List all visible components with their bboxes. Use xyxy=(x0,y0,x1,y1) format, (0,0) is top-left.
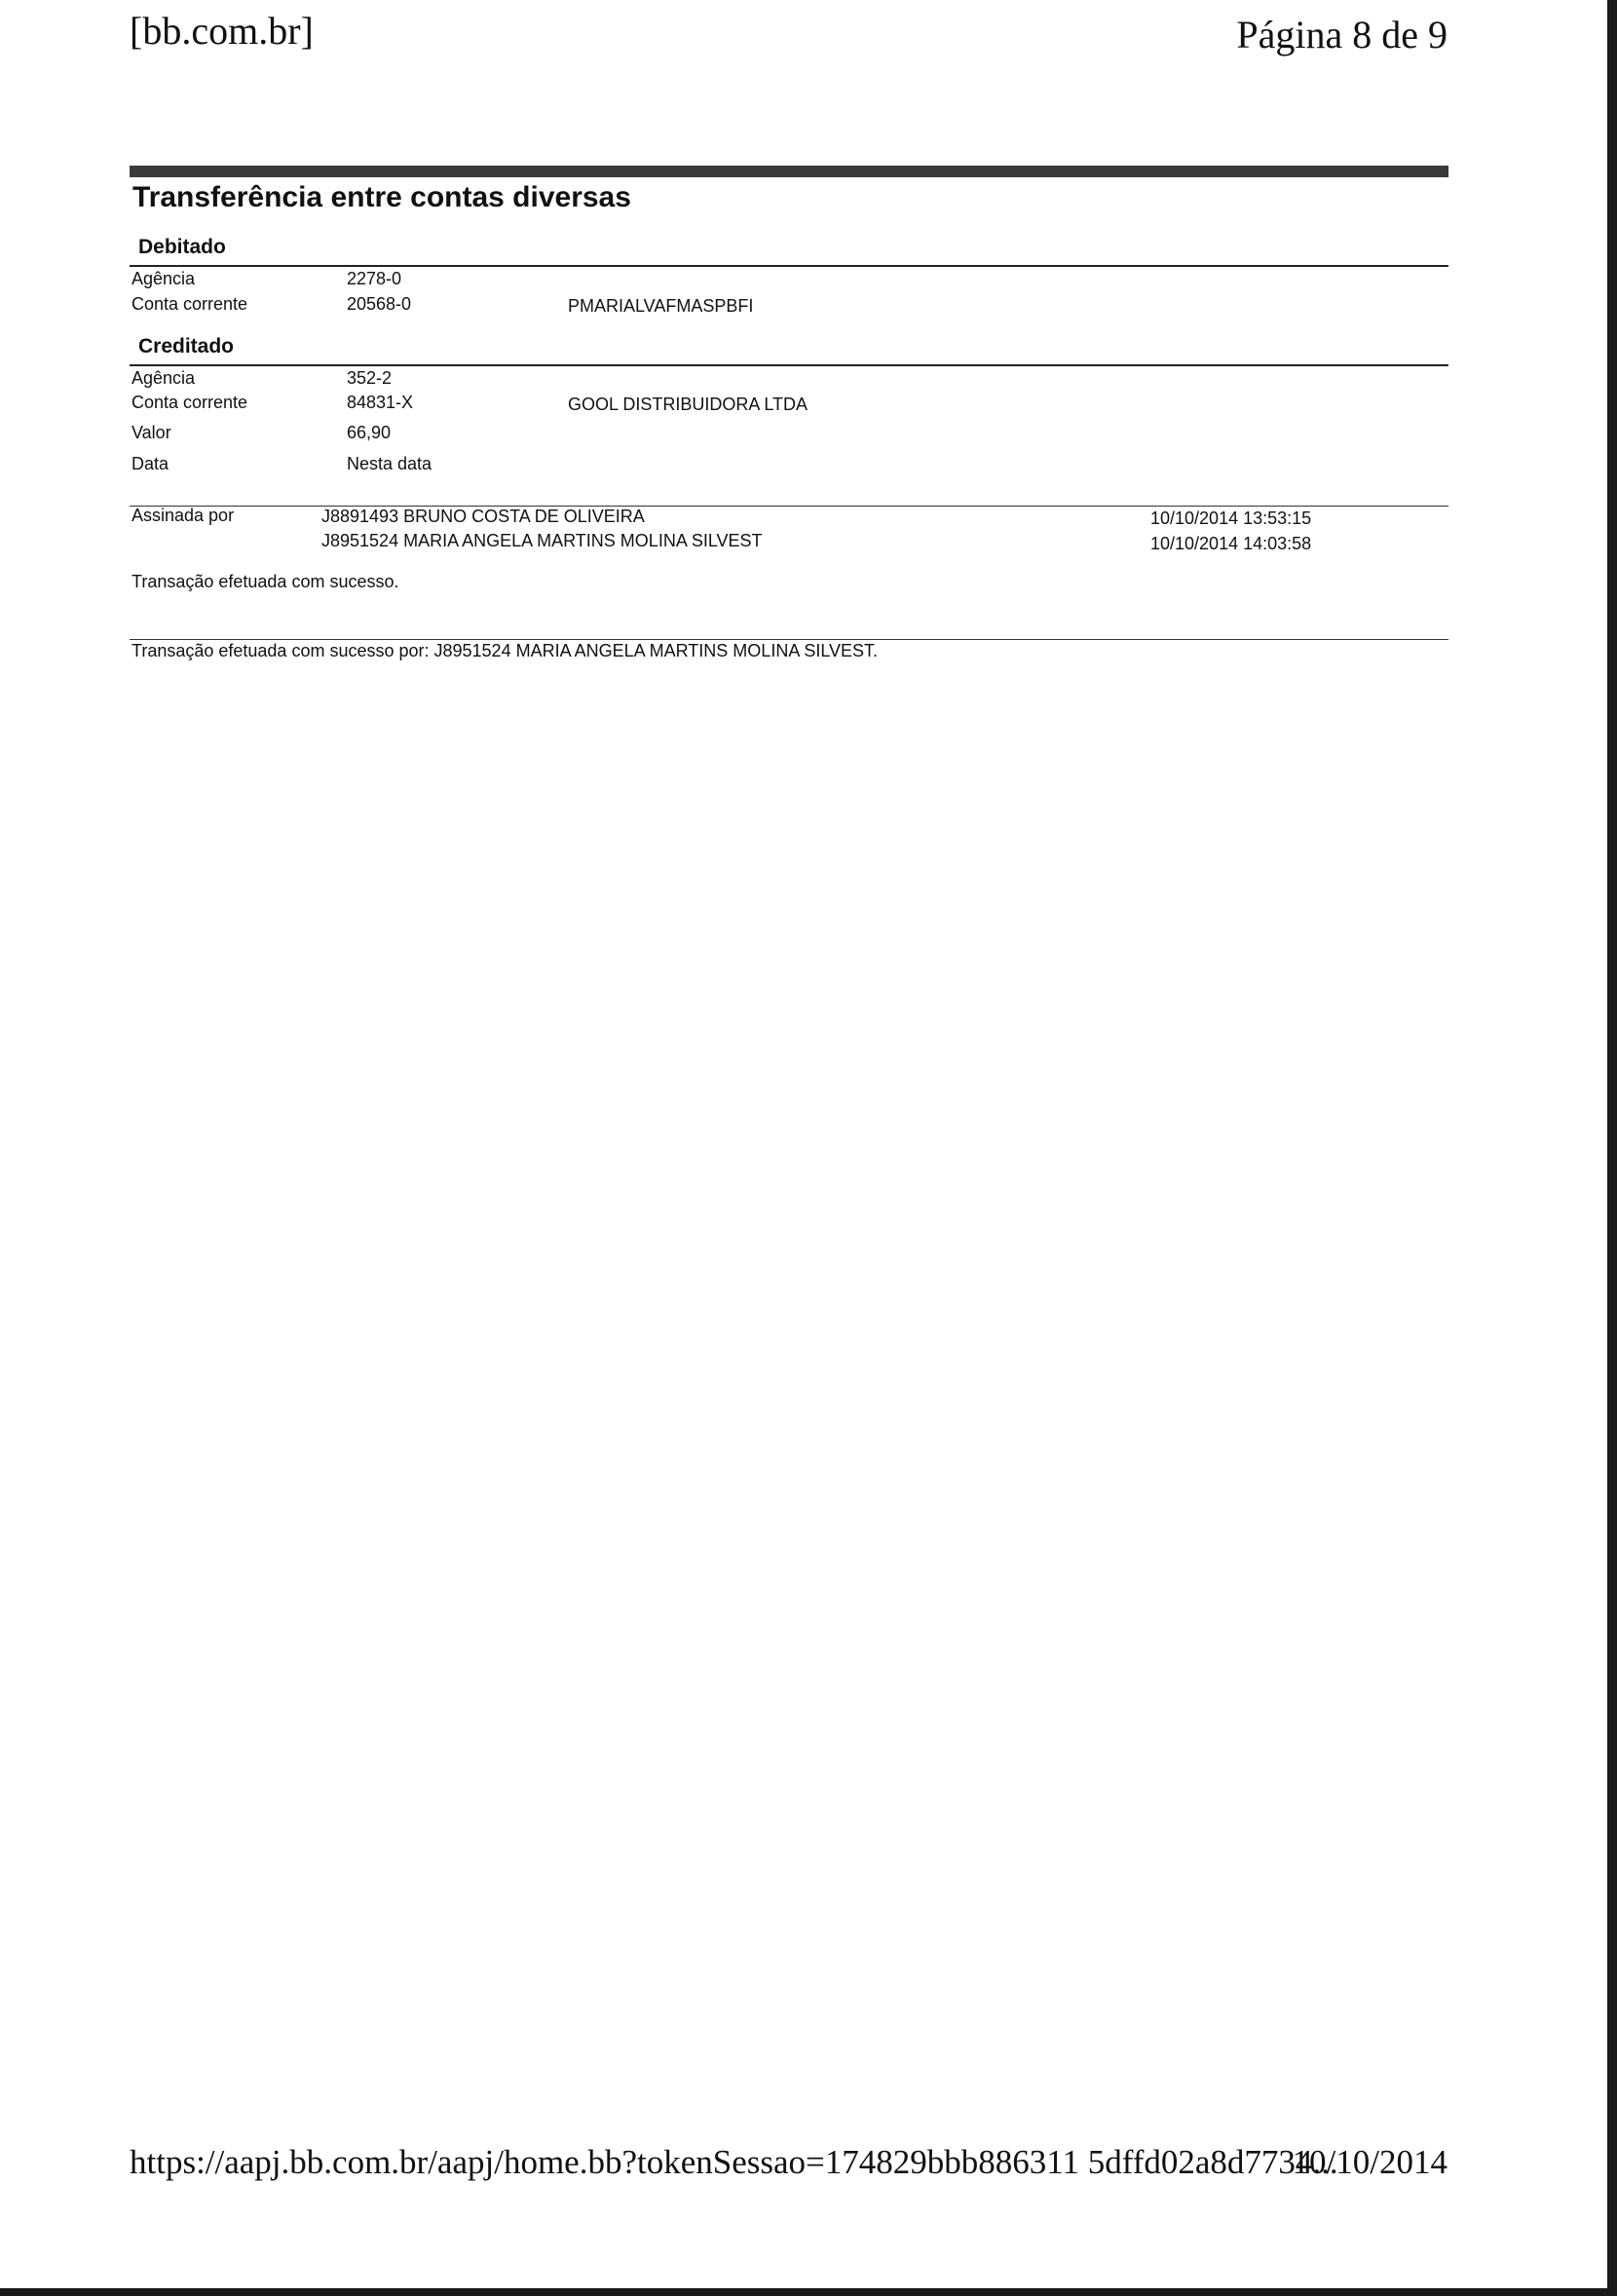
debitado-conta-value: 20568-0 xyxy=(347,294,412,314)
title-rule xyxy=(130,166,1448,177)
valor-value: 66,90 xyxy=(347,423,392,442)
data-label: Data xyxy=(132,454,169,473)
data-value: Nesta data xyxy=(347,454,432,473)
footer-url: https://aapj.bb.com.br/aapj/home.bb?tokenSessao=174829bbb886311 5dffd02a8d7734... xyxy=(130,2143,1338,2181)
page-number: Página 8 de 9 xyxy=(1236,13,1448,56)
creditado-rule xyxy=(130,364,1448,366)
signer-2-timestamp: 10/10/2014 14:03:58 xyxy=(1150,534,1312,553)
scan-edge-bottom xyxy=(0,2288,1617,2296)
creditado-agencia-label: Agência xyxy=(132,368,196,388)
signer-2: J8951524 MARIA ANGELA MARTINS MOLINA SILVEST xyxy=(321,531,763,550)
page-title: Transferência entre contas diversas xyxy=(132,181,631,213)
creditado-agencia-value: 352-2 xyxy=(347,368,393,388)
debitado-agencia-label: Agência xyxy=(132,269,196,288)
scan-edge-right xyxy=(1607,0,1617,2296)
valor-label: Valor xyxy=(132,423,171,442)
creditado-conta-value: 84831-X xyxy=(347,393,414,412)
signer-1-timestamp: 10/10/2014 13:53:15 xyxy=(1150,508,1312,528)
footer-date: 10/10/2014 xyxy=(1292,2143,1448,2181)
debitado-titular: PMARIALVAFMASPBFI xyxy=(568,296,754,316)
creditado-titular: GOOL DISTRIBUIDORA LTDA xyxy=(568,395,808,414)
site-header: [bb.com.br] xyxy=(130,9,314,53)
creditado-heading: Creditado xyxy=(138,335,235,358)
debitado-rule xyxy=(130,265,1448,267)
debitado-agencia-value: 2278-0 xyxy=(347,269,402,288)
status-por-rule xyxy=(130,639,1448,640)
status-text: Transação efetuada com sucesso. xyxy=(132,572,399,591)
creditado-conta-label: Conta corrente xyxy=(132,393,248,412)
debitado-heading: Debitado xyxy=(138,236,226,258)
assinada-por-label: Assinada por xyxy=(132,506,235,525)
status-por-text: Transação efetuada com sucesso por: J8951524 MARIA ANGELA MARTINS MOLINA SILVEST. xyxy=(132,641,879,660)
signer-1: J8891493 BRUNO COSTA DE OLIVEIRA xyxy=(321,507,645,526)
debitado-conta-label: Conta corrente xyxy=(132,294,248,314)
